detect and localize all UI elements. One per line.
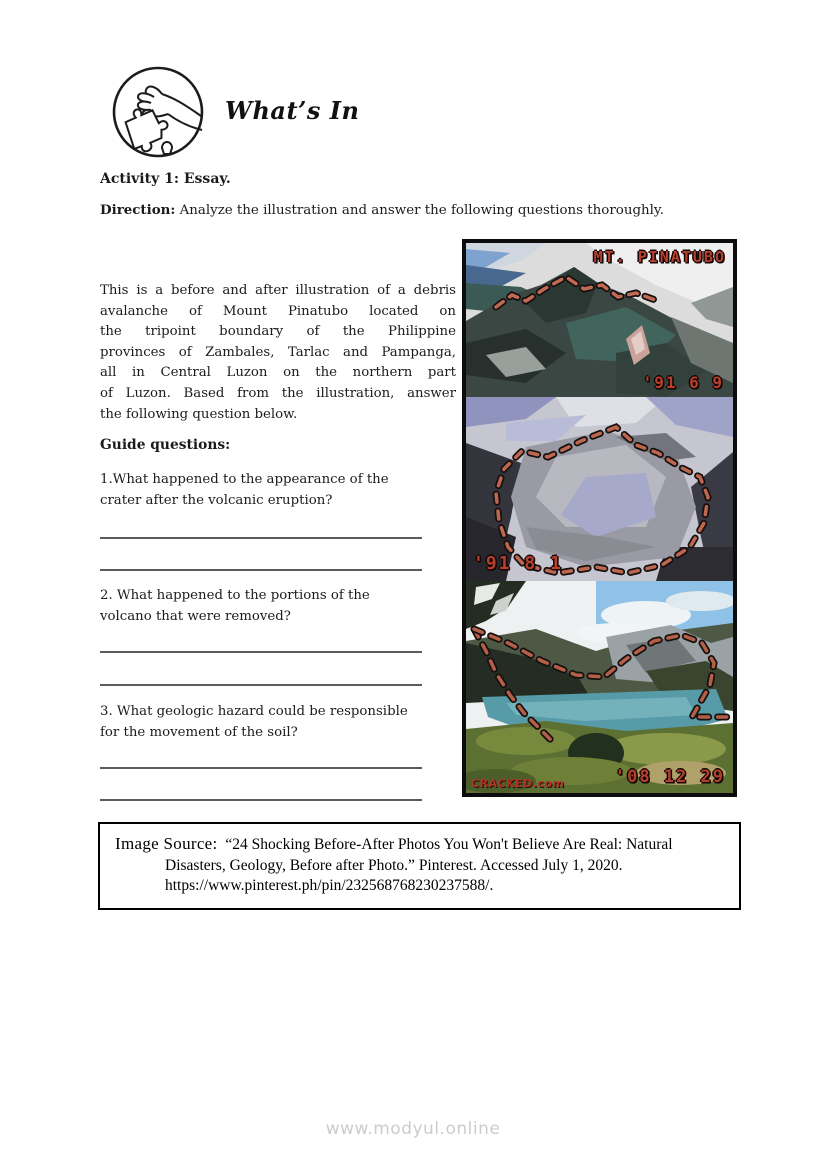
question-2-line1: 2. What happened to the portions of the xyxy=(100,588,370,603)
image-source-box xyxy=(98,822,741,910)
photo-title-stamp: MT. PINATUBO xyxy=(593,248,726,266)
question-2-line2: volcano that were removed? xyxy=(100,609,291,624)
direction-label: Direction: xyxy=(100,202,176,218)
question-1 xyxy=(100,469,456,511)
answer-blank-line xyxy=(100,569,422,571)
intro-paragraph xyxy=(100,281,456,425)
intro-line: all in Central Luzon on the northern part xyxy=(100,365,456,381)
photo-before-eruption xyxy=(466,243,733,397)
intro-line: This is a before and after illustration of a debris xyxy=(100,283,456,298)
intro-line: avalanche of Mount Pinatubo located on xyxy=(100,303,456,319)
question-3 xyxy=(100,701,456,743)
photo-date-stamp: '91 8 1 xyxy=(473,553,563,574)
pinatubo-illustration xyxy=(462,239,737,797)
page-title: What’s In xyxy=(225,96,360,125)
intro-line: provinces of Zambales, Tarlac and Pampanga, xyxy=(100,344,456,360)
photo-date-stamp: '91 6 9 xyxy=(642,373,724,392)
direction-line xyxy=(100,202,740,218)
answer-blank-line xyxy=(100,684,422,686)
question-3-line1: 3. What geologic hazard could be responsible xyxy=(100,704,408,719)
guide-questions-heading: Guide questions: xyxy=(100,437,231,453)
activity-heading: Activity 1: Essay. xyxy=(100,171,231,187)
answer-blank-line xyxy=(100,799,422,801)
question-1-line1: 1.What happened to the appearance of the xyxy=(100,472,389,487)
site-watermark: www.modyul.online xyxy=(325,1119,501,1139)
intro-line: the following question below. xyxy=(100,406,298,422)
source-line-1 xyxy=(115,834,726,856)
source-url: https://www.pinterest.ph/pin/232568768230237588/. xyxy=(165,877,494,894)
photo-after-eruption xyxy=(466,397,733,581)
photo-date-stamp: '08 12 29 xyxy=(614,767,725,787)
puzzle-hand-icon xyxy=(110,64,206,162)
cracked-watermark: CRACKED.com xyxy=(471,777,565,790)
question-3-line2: for the movement of the soil? xyxy=(100,725,298,740)
photo-crater-lake xyxy=(466,581,733,793)
question-1-line2: crater after the volcanic eruption? xyxy=(100,493,333,508)
question-2 xyxy=(100,585,456,627)
source-line-2: Disasters, Geology, Before after Photo.” Pinterest. Accessed July 1, 2020. xyxy=(165,856,623,874)
direction-text: Analyze the illustration and answer the following questions thoroughly. xyxy=(175,203,664,218)
intro-line: of Luzon. Based from the illustration, answer xyxy=(100,385,456,401)
intro-line: the tripoint boundary of the Philippine xyxy=(100,324,456,340)
image-source-label: Image Source: xyxy=(115,834,218,853)
source-citation-part1: “24 Shocking Before-After Photos You Won't Believe Are Real: Natural xyxy=(225,836,673,853)
answer-blank-line xyxy=(100,651,422,653)
answer-blank-line xyxy=(100,537,422,539)
answer-blank-line xyxy=(100,767,422,769)
